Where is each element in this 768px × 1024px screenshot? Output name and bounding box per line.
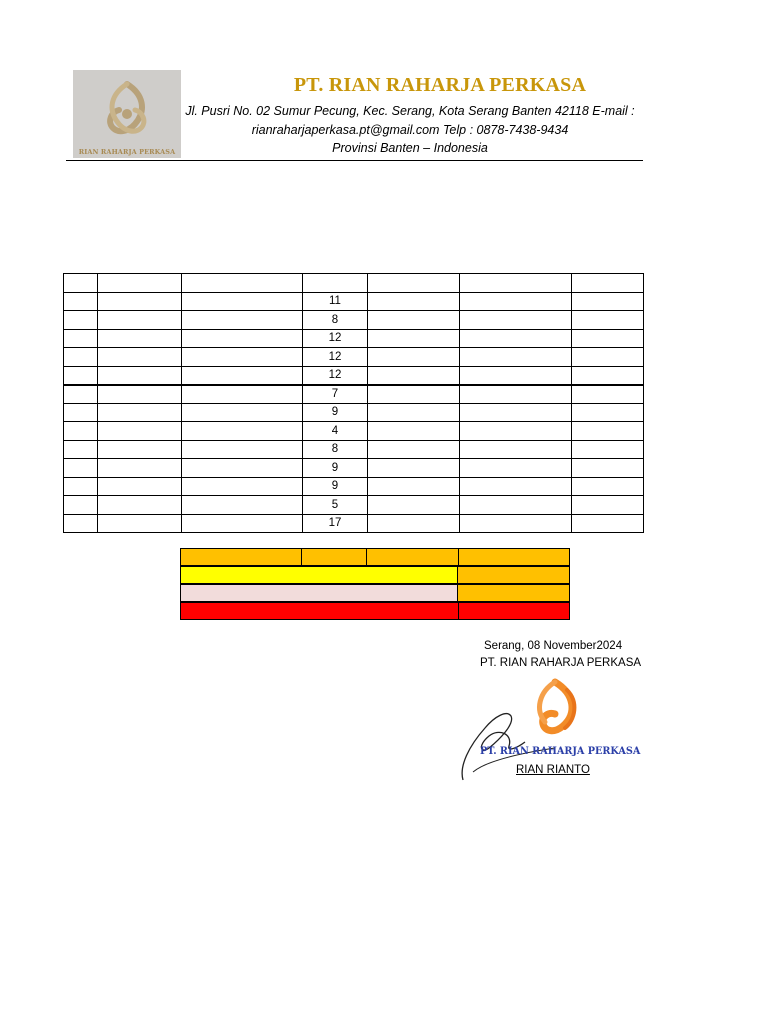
table-row: [64, 348, 644, 367]
table-cell: [368, 440, 460, 459]
table-cell: [98, 385, 182, 404]
table-cell: [572, 348, 644, 367]
table-cell: [572, 496, 644, 515]
table-header-row: [64, 274, 644, 293]
stamp-text: PT. RIAN RAHARJA PERKASA: [480, 745, 641, 757]
table-cell: [98, 496, 182, 515]
table-cell: [98, 514, 182, 533]
place-date: Serang, 08 November2024: [484, 640, 623, 652]
table-cell: [460, 477, 572, 496]
table-cell: [64, 459, 98, 478]
table-row: [64, 366, 644, 385]
table-cell: [64, 385, 98, 404]
table-cell: [460, 311, 572, 330]
items-table: [63, 273, 644, 533]
summary-row-pink: [180, 584, 458, 602]
table-cell: [368, 311, 460, 330]
table-header-cell: [182, 274, 303, 293]
summary-row-yellow: [180, 566, 458, 584]
table-cell: [572, 477, 644, 496]
table-cell: [182, 366, 303, 385]
table-cell: [182, 514, 303, 533]
table-cell: [368, 514, 460, 533]
table-cell: [572, 329, 644, 348]
table-cell: [182, 292, 303, 311]
signature-company: PT. RIAN RAHARJA PERKASA: [480, 657, 642, 669]
table-cell: [98, 329, 182, 348]
table-cell: [368, 385, 460, 404]
table-row: [64, 496, 644, 515]
table-cell: [98, 422, 182, 441]
table-cell: [572, 385, 644, 404]
table-cell: [182, 348, 303, 367]
table-cell: [64, 496, 98, 515]
table-row: [64, 422, 644, 441]
address-line-1: Jl. Pusri No. 02 Sumur Pecung, Kec. Serang, Kota Serang Banten 42118 E-mail :: [185, 104, 635, 118]
quantity-cell: 8: [303, 440, 368, 459]
table-cell: [572, 422, 644, 441]
table-row: [64, 385, 644, 404]
quantity-cell: 11: [303, 292, 368, 311]
signer-name: RIAN RIANTO: [516, 764, 590, 776]
table-cell: [572, 459, 644, 478]
table-header-cell: [460, 274, 572, 293]
table-header-cell: [368, 274, 460, 293]
table-row: [64, 514, 644, 533]
table-cell: [182, 422, 303, 441]
logo-caption: RIAN RAHARJA PERKASA: [78, 148, 176, 156]
quantity-cell: 9: [303, 459, 368, 478]
table-cell: [98, 311, 182, 330]
table-cell: [64, 403, 98, 422]
address-line-2: rianraharjaperkasa.pt@gmail.com Telp : 0878-7438-9434: [251, 123, 569, 137]
table-header-cell: [98, 274, 182, 293]
table-header-cell: [572, 274, 644, 293]
table-cell: [368, 366, 460, 385]
summary-row-red: [180, 602, 570, 620]
company-logo: [73, 70, 181, 158]
table-cell: [98, 403, 182, 422]
table-cell: [98, 459, 182, 478]
table-cell: [460, 292, 572, 311]
table-row: [64, 459, 644, 478]
table-cell: [460, 514, 572, 533]
table-row: [64, 440, 644, 459]
table-row: [64, 292, 644, 311]
quantity-cell: 9: [303, 403, 368, 422]
table-cell: [460, 366, 572, 385]
table-cell: [368, 459, 460, 478]
table-cell: [98, 440, 182, 459]
table-cell: [98, 366, 182, 385]
table-cell: [64, 292, 98, 311]
table-cell: [64, 348, 98, 367]
logo-emblem-icon: [73, 70, 181, 158]
table-cell: [64, 477, 98, 496]
table-cell: [98, 477, 182, 496]
table-cell: [572, 366, 644, 385]
table-cell: [460, 329, 572, 348]
table-cell: [460, 403, 572, 422]
quantity-cell: 8: [303, 311, 368, 330]
table-cell: [182, 459, 303, 478]
table-cell: [368, 329, 460, 348]
table-cell: [572, 311, 644, 330]
table-cell: [368, 496, 460, 515]
table-cell: [460, 440, 572, 459]
table-cell: [64, 514, 98, 533]
company-name: PT. RIAN RAHARJA PERKASA: [293, 74, 587, 96]
quantity-cell: 17: [303, 514, 368, 533]
table-cell: [572, 403, 644, 422]
quantity-cell: 9: [303, 477, 368, 496]
table-cell: [182, 477, 303, 496]
table-cell: [64, 311, 98, 330]
table-header-cell: [64, 274, 98, 293]
table-cell: [98, 292, 182, 311]
table-cell: [460, 496, 572, 515]
table-cell: [182, 385, 303, 404]
summary-value-pink: [457, 584, 570, 602]
table-cell: [64, 440, 98, 459]
table-cell: [368, 348, 460, 367]
table-cell: [182, 440, 303, 459]
quantity-cell: 12: [303, 366, 368, 385]
quantity-cell: 5: [303, 496, 368, 515]
table-cell: [368, 403, 460, 422]
summary-row-total: [180, 548, 570, 566]
table-cell: [368, 422, 460, 441]
quantity-cell: 12: [303, 329, 368, 348]
summary-value-yellow: [457, 566, 570, 584]
table-cell: [572, 514, 644, 533]
table-cell: [182, 403, 303, 422]
table-cell: [460, 459, 572, 478]
table-cell: [368, 477, 460, 496]
table-cell: [182, 311, 303, 330]
table-cell: [64, 422, 98, 441]
table-row: [64, 477, 644, 496]
table-cell: [572, 440, 644, 459]
table-cell: [460, 385, 572, 404]
table-cell: [64, 329, 98, 348]
quantity-cell: 4: [303, 422, 368, 441]
table-row: [64, 403, 644, 422]
table-cell: [182, 329, 303, 348]
quantity-cell: 12: [303, 348, 368, 367]
table-cell: [460, 422, 572, 441]
table-cell: [98, 348, 182, 367]
table-cell: [64, 366, 98, 385]
header-divider: [66, 160, 643, 161]
table-row: [64, 329, 644, 348]
table-cell: [572, 292, 644, 311]
table-header-cell: [303, 274, 368, 293]
table-cell: [182, 496, 303, 515]
table-cell: [368, 292, 460, 311]
table-row: [64, 311, 644, 330]
address-line-3: Provinsi Banten – Indonesia: [332, 141, 488, 155]
quantity-cell: 7: [303, 385, 368, 404]
table-cell: [460, 348, 572, 367]
